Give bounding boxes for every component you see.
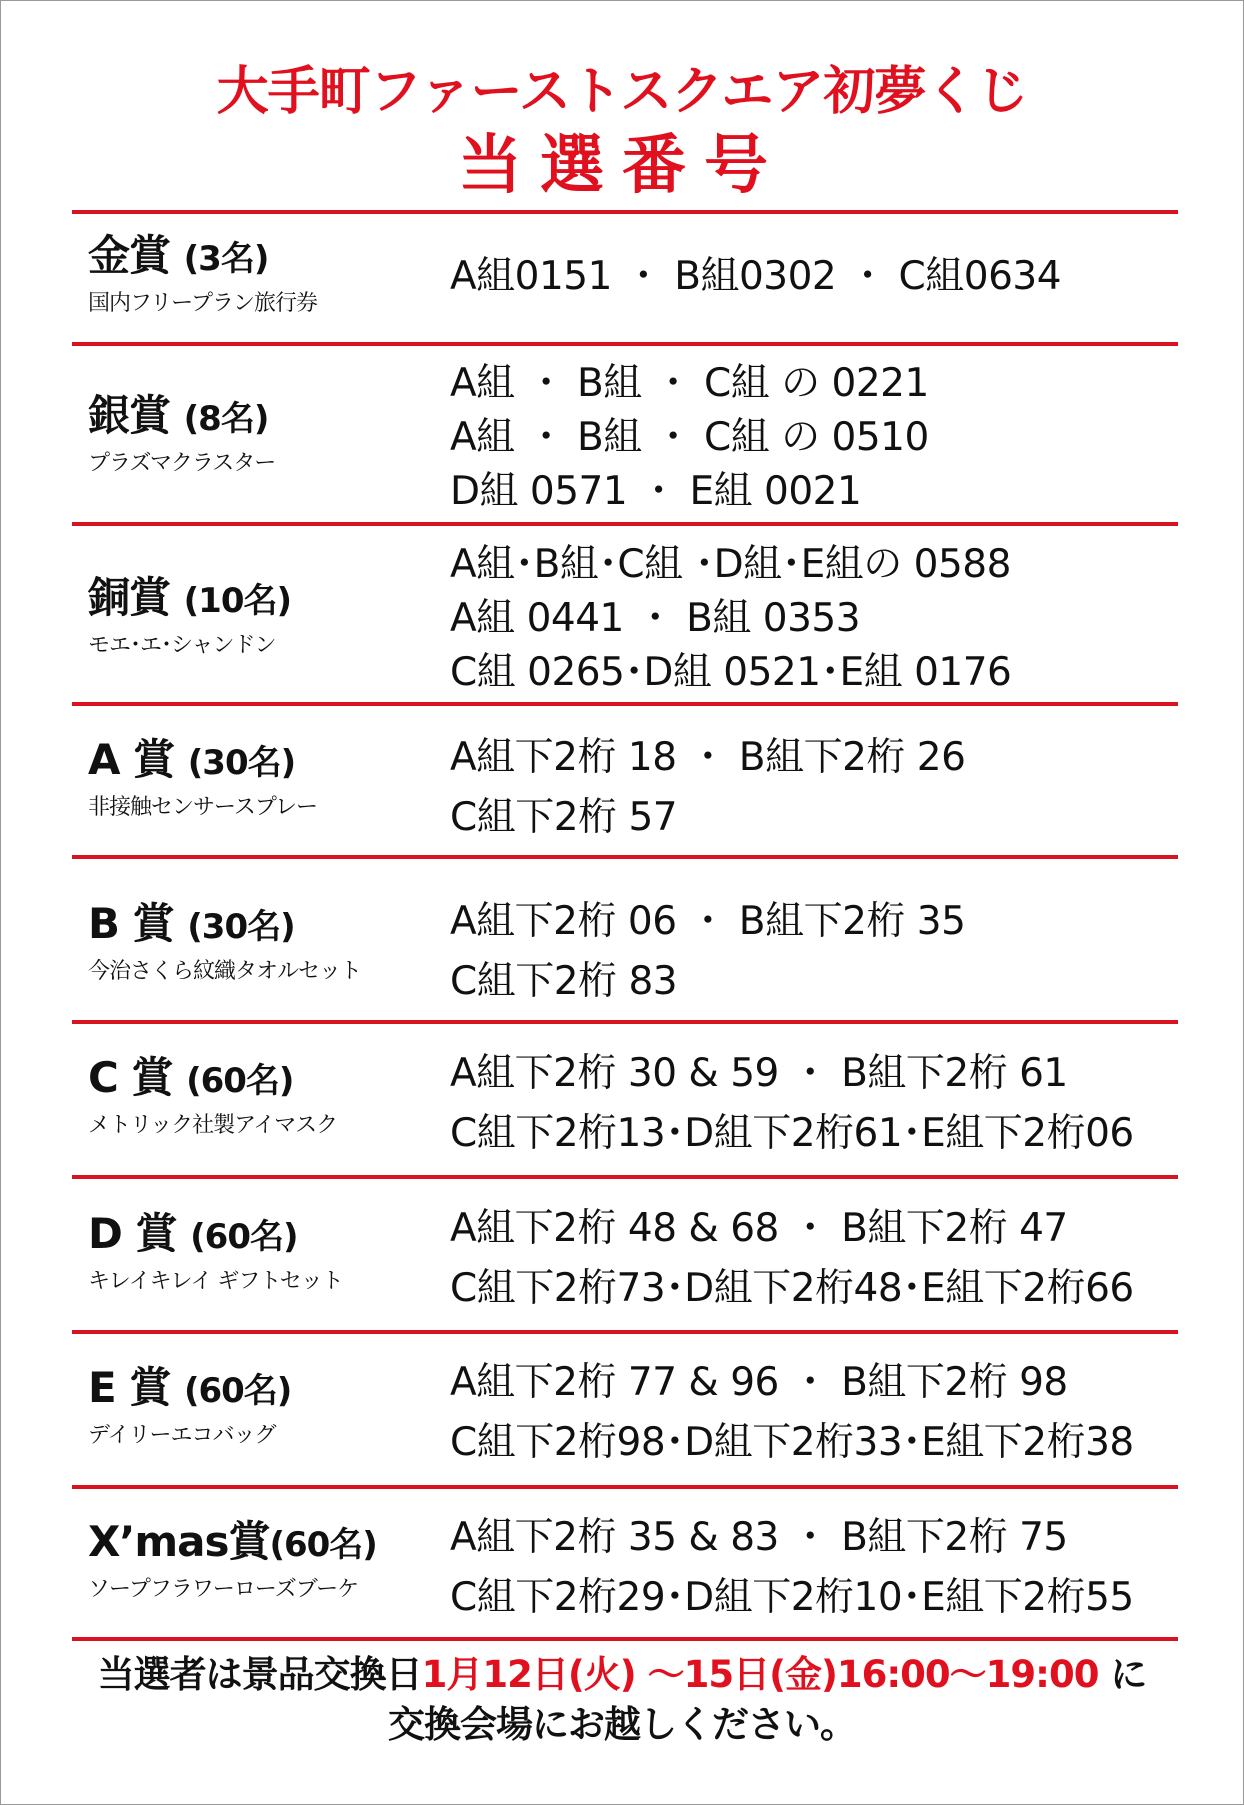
number-line: C組下2桁 57	[450, 795, 678, 840]
event-title: 大手町ファーストスクエア初夢くじ	[216, 62, 1028, 122]
number-line: A組･B組･C組 ･D組･E組の 0588	[450, 542, 1011, 587]
prize-name: A 賞 (30名)	[88, 735, 296, 784]
prize-count: (60名)	[183, 1371, 292, 1411]
prize-item: ソープフラワーローズブーケ	[88, 1577, 359, 1602]
prize-a	[88, 736, 438, 823]
prize-e	[88, 1364, 438, 1451]
number-line: C組下2桁13･D組下2桁61･E組下2桁06	[450, 1111, 1134, 1156]
divider	[72, 1020, 1178, 1024]
prize-item: メトリック社製アイマスク	[88, 1113, 338, 1138]
divider	[72, 210, 1178, 214]
prize-name: D 賞 (60名)	[88, 1209, 298, 1258]
prize-xmas	[88, 1518, 438, 1605]
prize-name: B 賞 (30名)	[88, 899, 295, 948]
prize-count: (60名)	[190, 1217, 298, 1257]
number-line: C組下2桁73･D組下2桁48･E組下2桁66	[450, 1266, 1134, 1311]
number-line: A組下2桁 48 & 68 ・ B組下2桁 47	[450, 1206, 1068, 1251]
number-line: A組下2桁 18 ・ B組下2桁 26	[450, 735, 966, 780]
prize-count: (10名)	[183, 581, 292, 621]
divider	[72, 1175, 1178, 1179]
number-line: A組下2桁 06 ・ B組下2桁 35	[450, 899, 966, 944]
prize-b	[88, 900, 438, 987]
prize-item: プラズマクラスター	[88, 451, 276, 476]
prize-item: デイリーエコバッグ	[88, 1423, 276, 1448]
divider	[72, 702, 1178, 706]
prize-count: (60名)	[269, 1525, 377, 1565]
number-line: A組 ・ B組 ・ C組 の 0221	[450, 361, 929, 406]
prize-name: 金賞 (3名)	[88, 231, 269, 280]
prize-name: X’mas賞(60名)	[88, 1517, 377, 1566]
prize-gold	[88, 232, 438, 319]
notice-line-1: 当選者は景品交換日1月12日(火) ～15日(金)16:00～19:00 に	[97, 1653, 1147, 1696]
divider	[72, 855, 1178, 859]
prize-count: (30名)	[187, 907, 295, 947]
number-line: A組0151 ・ B組0302 ・ C組0634	[450, 254, 1062, 299]
prize-name: 銀賞 (8名)	[88, 391, 269, 440]
divider	[72, 1485, 1178, 1489]
exchange-notice	[0, 1650, 1244, 1750]
prize-item: 非接触センサースプレー	[88, 795, 318, 820]
number-line: C組下2桁29･D組下2桁10･E組下2桁55	[450, 1575, 1134, 1620]
exchange-dates: 1月12日(火) ～15日(金)16:00～19:00	[421, 1653, 1099, 1696]
prize-d	[88, 1210, 438, 1297]
prize-count: (60名)	[186, 1061, 294, 1101]
winning-numbers-b	[450, 892, 1170, 1012]
number-line: C組 0265･D組 0521･E組 0176	[450, 650, 1012, 695]
number-line: C組下2桁98･D組下2桁33･E組下2桁38	[450, 1420, 1134, 1465]
prize-item: キレイキレイ ギフトセット	[88, 1269, 343, 1294]
winning-numbers-gold	[450, 250, 1170, 304]
winning-numbers-xmas	[450, 1508, 1170, 1628]
prize-c	[88, 1054, 438, 1141]
notice-line-2: 交換会場にお越しください。	[388, 1703, 856, 1746]
divider	[72, 522, 1178, 526]
winning-numbers-d	[450, 1199, 1170, 1319]
number-line: A組下2桁 35 & 83 ・ B組下2桁 75	[450, 1515, 1068, 1560]
number-line: D組 0571 ・ E組 0021	[450, 469, 862, 514]
prize-count: (30名)	[187, 743, 296, 783]
prize-name: 銅賞 (10名)	[88, 573, 292, 622]
winning-numbers-bronze	[450, 538, 1170, 700]
prize-item: 国内フリープラン旅行券	[88, 291, 318, 316]
winning-numbers-e	[450, 1353, 1170, 1473]
prize-item: 今治さくら紋織タオルセット	[88, 959, 362, 984]
number-line: A組 ・ B組 ・ C組 の 0510	[450, 415, 929, 460]
number-line: C組下2桁 83	[450, 959, 678, 1004]
prize-item: モエ･エ･シャンドン	[88, 633, 276, 658]
divider	[72, 342, 1178, 346]
divider	[72, 1330, 1178, 1334]
winning-numbers-silver	[450, 357, 1170, 519]
winning-numbers-c	[450, 1044, 1170, 1164]
winning-numbers-a	[450, 728, 1170, 848]
prize-count: (8名)	[183, 399, 269, 439]
prize-count: (3名)	[183, 239, 269, 279]
number-line: A組下2桁 77 & 96 ・ B組下2桁 98	[450, 1360, 1068, 1405]
prize-name: C 賞 (60名)	[88, 1053, 294, 1102]
divider	[72, 1637, 1178, 1641]
number-line: A組 0441 ・ B組 0353	[450, 596, 861, 641]
prize-bronze	[88, 574, 438, 661]
prize-name: E 賞 (60名)	[88, 1363, 292, 1412]
prize-silver	[88, 392, 438, 479]
page-title: 当選番号	[458, 129, 786, 203]
number-line: A組下2桁 30 & 59 ・ B組下2桁 61	[450, 1051, 1068, 1096]
